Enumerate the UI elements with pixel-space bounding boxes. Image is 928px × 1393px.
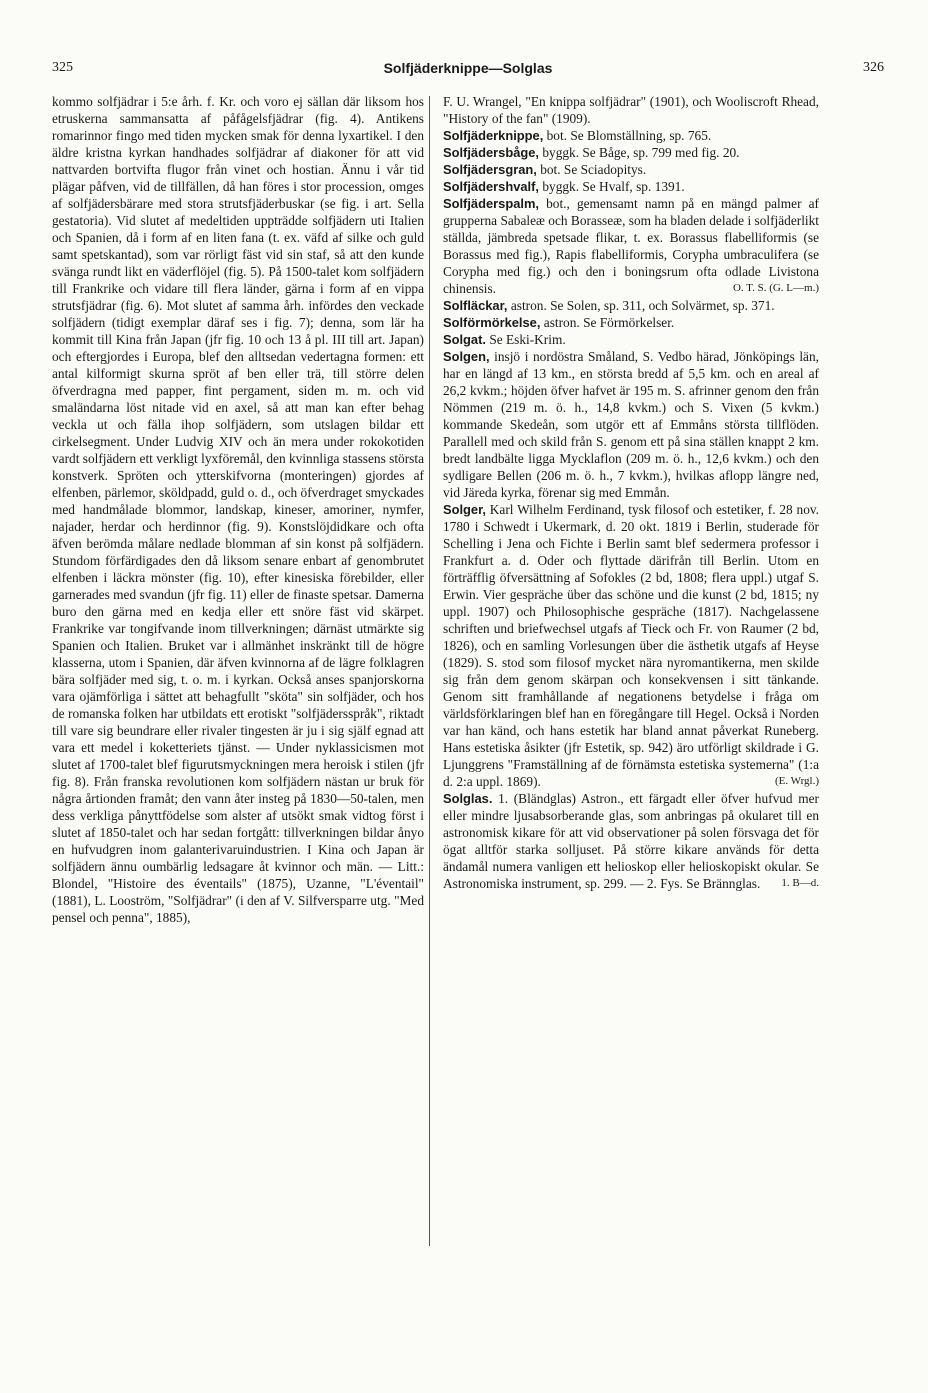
- dictionary-entry: [443, 178, 819, 195]
- entry-body: bot., gemensamt namn på en mängd palmer af grupperna Sabaleæ och Borasseæ, som ha bladen delade i solfjäderlikt ställda, jämbreda spetsade flikar, t. ex. Borassus flabelliformis (se Borassus med fig.), Rapis flabelliformis, Corypha umbraculifera (se Corypha med fig.) och den i boningsrum ofta odlade Livistona chinensis.: [443, 196, 819, 296]
- page-header: [52, 60, 884, 84]
- entry-headword: Solfjädersbåge,: [443, 145, 539, 160]
- entry-body: bot. Se Sciadopitys.: [540, 162, 647, 177]
- entry-headword: Solglas.: [443, 791, 493, 806]
- entry-body: Se Eski-Krim.: [489, 332, 566, 347]
- entry-body: insjö i nordöstra Småland, S. Vedbo härad, Jönköpings län, har en längd af 13 km., en största bredd af 5,5 km. och en areal af 26,2 kvkm.; höjden öfver hafvet är 195 m. S. afrinner genom den från Nömmen (219 m. ö. h., 14,8 kvkm.) och S. Vixen (5 kvkm.) kommande Skedeån, som utgör ett af Emmåns största tillflöden. Parallell med och skild från S. genom ett på sina ställen knappt 2 km. bredt landbälte ligga Mycklaflon (209 m. ö. h., 12,6 kvkm.) och den sydligare Bellen (206 m. ö. h., 7 kvkm.), hvilkas aflopp längre ned, vid Järeda kyrka, förenar sig med Emmån.: [443, 349, 819, 500]
- dictionary-entry: [443, 790, 819, 892]
- entry-headword: Solfläckar,: [443, 298, 508, 313]
- entry-body: byggk. Se Hvalf, sp. 1391.: [542, 179, 685, 194]
- dictionary-entry: [443, 501, 819, 790]
- dictionary-entry: [443, 331, 819, 348]
- entry-headword: Solfjädersgran,: [443, 162, 537, 177]
- running-title: Solfjäderknippe—Solglas: [383, 60, 553, 76]
- entry-body: astron. Se Förmörkelser.: [543, 315, 675, 330]
- page-number-left: 325: [52, 60, 73, 75]
- dictionary-entry: [443, 195, 819, 297]
- dictionary-entry: [443, 144, 819, 161]
- entry-headword: Solfjädershvalf,: [443, 179, 539, 194]
- entry-headword: Solger,: [443, 502, 486, 517]
- left-column-text: kommo solfjädrar i 5:e årh. f. Kr. och voro ej sällan där liksom hos etruskerna sammansatta af påfågelsfjädrar (fig. 4). Antikens romarinnor fingo med tiden mycken smak för denna lyxartikel. I den äldre kristna kyrkan handhades solfjädrar af diakoner för att vid nattvarden bortvifta flugor från vinet och hostian. Ännu i vår tid plägar påfven, vid de tillfällen, då han föres i stor procession, omges af solfjädersbärare med stora strutsfjäderbuskar (se fig. i art. Sella gestatoria). Vid slutet af medeltiden uppträdde solfjädern uti Italien och Spanien, då i form af en liten fana (t. ex. väfd af silke och guld samt spetskantad), som var rörligt fäst vid sin staf, så att den kunde svänga rundt likt en väderflöjel (fig. 5). På 1500-talet kom solfjädern till Frankrike och vidare till flera länder, gärna i form af en vippa strutsfjädrar (fig. 6). Mot slutet af samma årh. infördes den veckade solfjädern (tidigt exemplar däraf ses i fig. 7); denna, som lär ha kommit till Kina från Japan (jfr fig. 10 och 13 å pl. III till art. Japan) och eftergjordes i Europa, blef den alltsedan vedertagna formen: ett antal kilformigt skurna spröt af ben eller trä, till större delen öfverdragna med papper, fint pergament, siden m. m. och vid smaländarna löst nitade vid en axel, så att man kan efter behag veckla ut och fälla ihop solfjädern, som utslagen bildar ett cirkelsegment. Under Ludvig XIV och än mera under rokokotiden vardt solfjädern ett verkligt lyxföremål, den kvinnliga stassens största konstverk. Spröten och ytterskifvorna (monteringen) gjordes af elfenben, pärlemor, sköldpadd, guld o. d., och öfverdraget smyckades med handmålade blommor, landskap, kineser, amoriner, nymfer, najader, herdar och herdinnor (fig. 9). Konstslöjdidkare och ofta äfven berömda målare nedlade blomman af sin konst på solfjädern. Stundom förfärdigades den då liksom senare enbart af genombrutet elfenben i läckra mönster (fig. 10), efter kinesiska förebilder, eller garnerades med svandun (jfr fig. 11) eller de finaste spetsar. Damerna buro den gärna med en kedja eller ett snöre fäst vid skärpet. Frankrike var tongifvande inom tillverkningen; därnäst utmärkte sig Spanien och Italien. Bruket var i allmänhet inskränkt till de högre klasserna, utom i Spanien, där äfven kvinnorna af de lägre folklagren bära solfjäder med sig, t. o. m. i kyrkan. Också anses spanjorskorna vara ojämförliga i sättet att behagfullt "sköta" sin solfjäder, och hos de romanska folken har utbildats ett erotiskt "solfjädersspråk", riktadt till vare sig beundrare eller rivaler tingesten är ju i sig själf egnad att vara ett medel i koketteriets tjänst. — Under nyklassicismen mot slutet af 1700-talet blef figurutsmyckningen mera heroisk i stilen (jfr fig. 8). Från franska revolutionen kom solfjädern nästan ur bruk för några årtionden framåt; den vann åter insteg på 1830—50-talen, men dess verkliga pånyttfödelse som alster af utsökt smak vidtog först i slutet af 1850-talet och har sedan fortgått: tillverkningen bildar ånyo en hufvudgren inom galanterivaruindustrien. I Kina och Japan är solfjädern ännu oumbärlig ledsagare åt kvinnor och män. — Litt.: Blondel, "Histoire des éventails" (1875), Uzanne, "L'éventail" (1881), L. Looström, "Solfjädrar" (i den af V. Silfversparre utg. "Med pensel och penna", 1885),: [52, 94, 424, 925]
- entry-headword: Solförmörkelse,: [443, 315, 541, 330]
- author-signature: O. T. S. (G. L—m.): [732, 282, 819, 294]
- right-column: [443, 93, 819, 892]
- entry-body: 1. (Bländglas) Astron., ett färgadt eller öfver hufvud mer eller mindre ljusabsorberande glas, som anbringas på okularet till en astronomisk kikare för att vid observationer på solen försvaga det för ögat alltför starka solljuset. På större kikare används för detta ändamål numera vanligen ett helioskop eller helioskopiskt okular. Se Astronomiska instrument, sp. 299. — 2. Fys. Se Brännglas.: [443, 791, 819, 891]
- entry-body: astron. Se Solen, sp. 311, och Solvärmet, sp. 371.: [510, 298, 775, 313]
- dictionary-entry: [443, 297, 819, 314]
- page-number-right: 326: [863, 60, 884, 75]
- author-signature: 1. B—d.: [781, 877, 819, 889]
- dictionary-entry: [443, 127, 819, 144]
- left-column: [52, 93, 424, 926]
- entry-headword: Solgat.: [443, 332, 486, 347]
- entry-headword: Solgen,: [443, 349, 490, 364]
- entry-list: [443, 127, 819, 892]
- right-column-intro: F. U. Wrangel, "En knippa solfjädrar" (1901), och Wooliscroft Rhead, "History of the fan" (1909).: [443, 94, 819, 126]
- dictionary-entry: [443, 314, 819, 331]
- entry-headword: Solfjäderknippe,: [443, 128, 544, 143]
- entry-body: bot. Se Blomställning, sp. 765.: [546, 128, 712, 143]
- entry-body: byggk. Se Båge, sp. 799 med fig. 20.: [542, 145, 740, 160]
- column-divider: [429, 96, 430, 1246]
- author-signature: (E. Wrgl.): [774, 775, 819, 787]
- entry-headword: Solfjäderspalm,: [443, 196, 539, 211]
- dictionary-entry: [443, 348, 819, 501]
- entry-body: Karl Wilhelm Ferdinand, tysk filosof och estetiker, f. 28 nov. 1780 i Schwedt i Ukermark, d. 20 okt. 1819 i Berlin, studerade för Schelling i Jena och Fichte i Berlin samt blef sedermera professor i Frankfurt a. d. Oder och flyttade därifrån till Berlin. Utom en förträfflig öfversättning af Sofokles (2 bd, 1808; flera uppl.) utgaf S. Erwin. Vier gespräche über das schöne und die kunst (2 bd, 1815; ny uppl. 1907) och Philosophische gespräche (1817). Nachgelassene schriften und briefwechsel utgafs af Tieck och Fr. von Raumer (2 bd, 1826), och en samling Vorlesungen über die ästhetik utgafs af Heyse (1829). S. stod som filosof mycket nära nyromantikerna, men skilde sig från dem genom skärpan och konsekvensen i sitt tänkande. Genom sitt framhållande af negationens betydelse i fråga om världsförklaringen blef han en föregångare till Hegel. Också i Norden var han känd, och hans estetik har bland annat påverkat Runeberg. Hans estetiska åsikter (jfr Estetik, sp. 942) äro utförligt skildrade i G. Ljunggrens "Framställning af de förnämsta estetiska systemerna" (1:a d. 2:a uppl. 1869).: [443, 502, 820, 789]
- dictionary-entry: [443, 161, 819, 178]
